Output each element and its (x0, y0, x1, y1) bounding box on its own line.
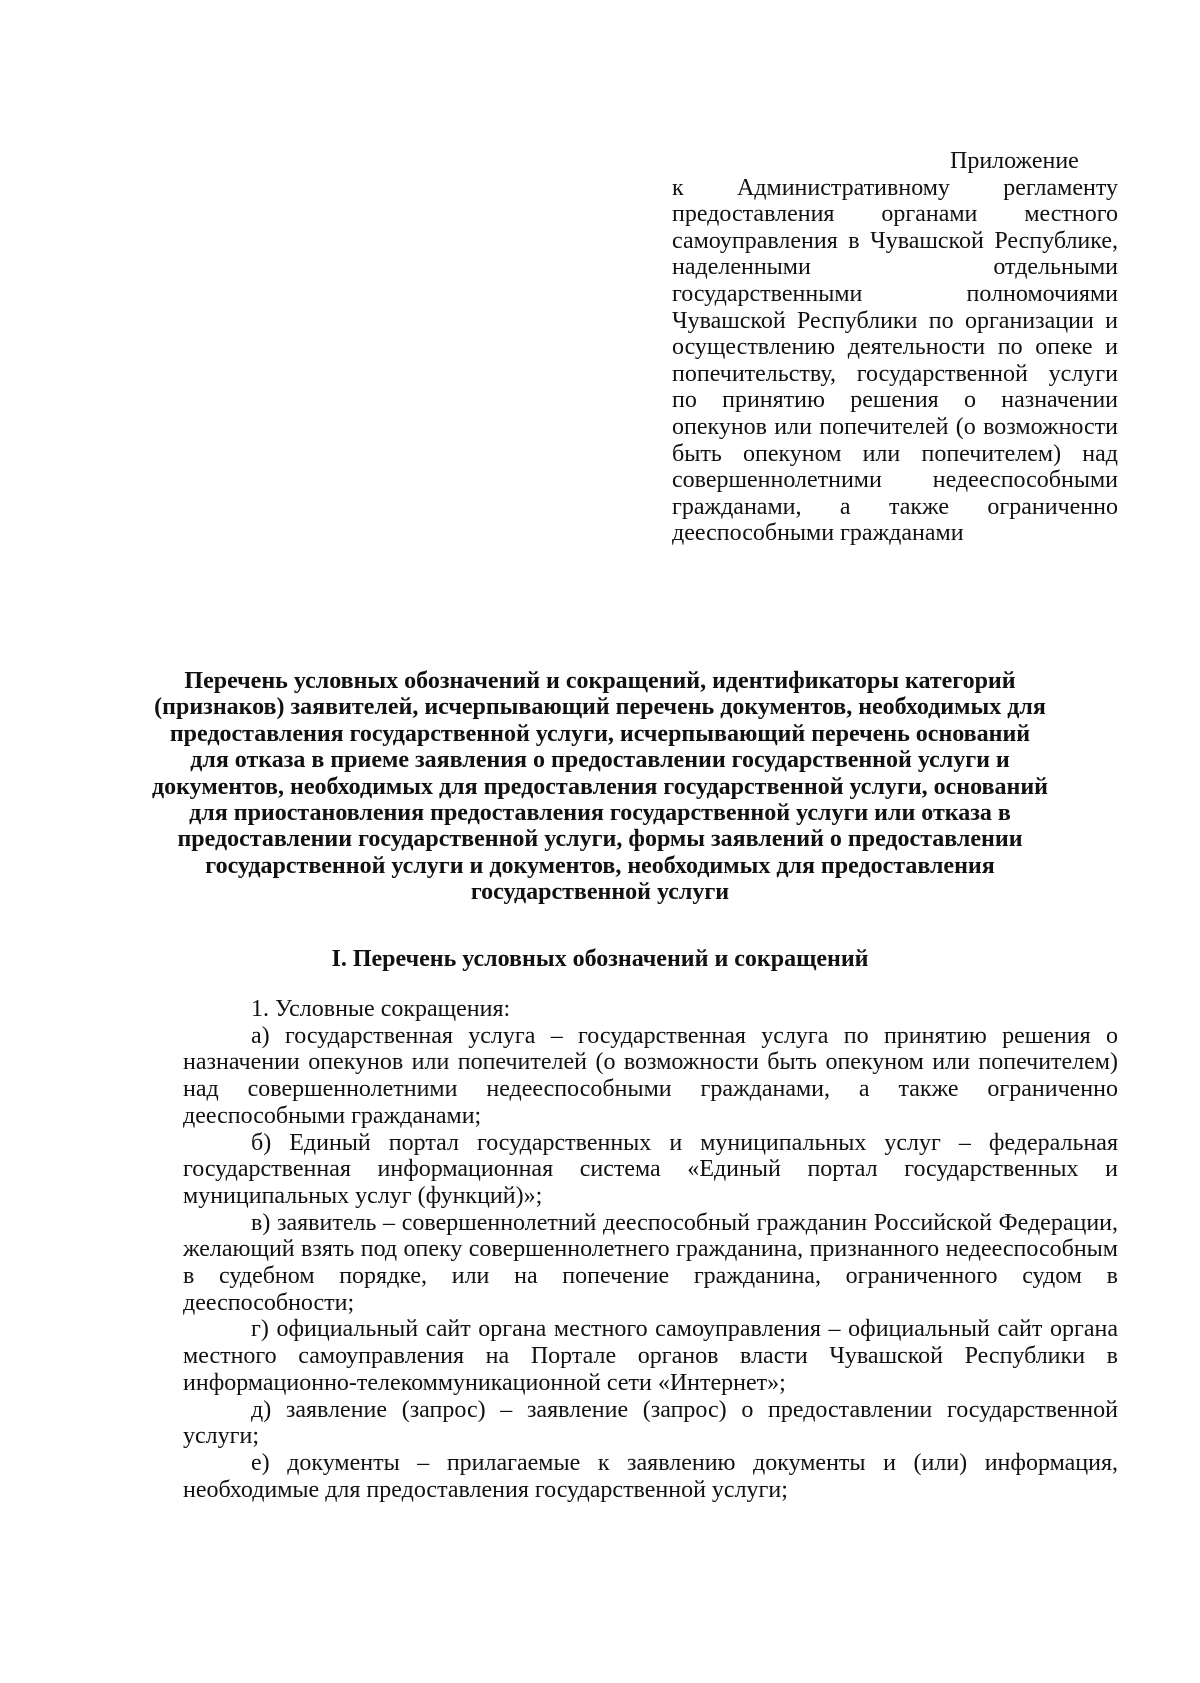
appendix-text: к Административному регламенту предоставления органами местного самоуправления в Чувашской Республике, наделенными отдельными государственными полномочиями Чувашской Республики по организации и осуществлению деятельности по опеке и попечительству, государственной услуги по принятию решения о назначении опекунов или попечителей (о возможности быть опекуном или попечителем) над совершеннолетними недееспособными гражданами, а также ограниченно дееспособными гражданами (672, 174, 1118, 547)
paragraph-b: б) Единый портал государственных и муниципальных услуг – федеральная государственная информационная система «Единый портал государственных и муниципальных услуг (функций)»; (183, 1129, 1118, 1209)
section-title: I. Перечень условных обозначений и сокращений (331, 946, 869, 972)
appendix-block (672, 148, 1118, 547)
paragraph-e: е) документы – прилагаемые к заявлению документы и (или) информация, необходимые для предоставления государственной услуги; (183, 1449, 1118, 1503)
paragraph-a: а) государственная услуга – государственная услуга по принятию решения о назначении опекунов или попечителей (о возможности быть опекуном или попечителем) над совершеннолетними недееспособными гражданами, а также ограниченно дееспособными гражданами; (183, 1022, 1118, 1129)
paragraph-d: д) заявление (запрос) – заявление (запрос) о предоставлении государственной услуги; (183, 1396, 1118, 1450)
paragraph-intro: 1. Условные сокращения: (251, 996, 511, 1022)
paragraph-v: в) заявитель – совершеннолетний дееспособный гражданин Российской Федерации, желающий взять под опеку совершеннолетнего гражданина, признанного недееспособным в судебном порядке, или на попечение гражданина, ограниченного судом в дееспособности; (183, 1209, 1118, 1316)
document-heading: Перечень условных обозначений и сокращений, идентификаторы категорий (признаков) заявителей, исчерпывающий перечень документов, необходимых для предоставления государственной услуги, исчерпывающий перечень оснований для отказа в приеме заявления о предоставлении государственной услуги и документов, необходимых для предоставления государственной услуги, оснований для приостановления предоставления государственной услуги или отказа в предоставлении государственной услуги, формы заявлений о предоставлении государственной услуги и документов, необходимых для предоставления государственной услуги (152, 668, 1048, 906)
appendix-title: Приложение (950, 148, 1079, 174)
paragraph-g: г) официальный сайт органа местного самоуправления – официальный сайт органа местного самоуправления на Портале органов власти Чувашской Республики в информационно-телекоммуникационной сети «Интернет»; (183, 1316, 1118, 1396)
section-content (183, 996, 1118, 1503)
